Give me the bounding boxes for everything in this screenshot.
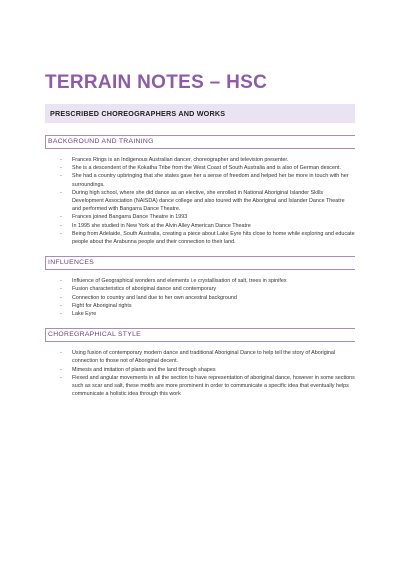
list-item: - Flexed and angular movements in all the section to have representation of aboriginal dance, however in some sections such as scar and salt, these motifs are more prominent in order to communicate a specific idea that eventually helps communicate a holistic idea through this work: [60, 374, 355, 399]
document-title: TERRAIN NOTES – HSC: [45, 72, 268, 93]
list-item: - Frances Rings is an Indigenous Australian dancer, choreographer and television presenter.: [60, 156, 355, 164]
list-item: - Connection to country and land due to her own ancestral background: [60, 294, 355, 302]
section: [45, 135, 355, 246]
list-item: - During high school, where she did dance as an elective, she enrolled in National Aboriginal Islander Skills Development Association (NAISDA) dance college and also toured with the Aboriginal and Islander Dance Theatre and performed with Bangarra Dance Theatre.: [60, 189, 355, 214]
prescribed-banner: PRESCRIBED CHOREOGRAPHERS AND WORKS: [45, 104, 355, 123]
list-item: - Being from Adelaide, South Australia, creating a piece about Lake Eyre hits close to home while exploring and educate people about the Arabunna people and their connection to their land.: [60, 230, 355, 246]
section: [45, 256, 355, 318]
list-item: - Mimesis and imitation of plants and the land through shapes: [60, 366, 355, 374]
list-item: - Fight for Aboriginal rights: [60, 302, 355, 310]
section: [45, 328, 355, 398]
bullet-list: [45, 349, 355, 398]
list-item: - Frances joined Bangarra Dance Theatre in 1993: [60, 213, 355, 221]
section-heading: BACKGROUND AND TRAINING: [45, 135, 355, 149]
list-item: - Using fusion of contemporary modern dance and traditional Aboriginal Dance to help tell the story of Aboriginal connection to those not of Aboriginal decent.: [60, 349, 355, 365]
list-item: - She had a country upbringing that she states gave her a sense of freedom and helped her be more in touch with her surroundings.: [60, 172, 355, 188]
section-heading: CHOREGRAPHICAL STYLE: [45, 328, 355, 342]
section-heading: INFLUENCES: [45, 256, 355, 270]
sections-container: [45, 135, 355, 398]
list-item: - Fusion characteristics of aboriginal dance and contemporary: [60, 285, 355, 293]
bullet-list: [45, 277, 355, 318]
bullet-list: [45, 156, 355, 246]
list-item: - Lake Eyre: [60, 310, 355, 318]
list-item: - In 1995 she studied in New York at the Alvin Alley American Dance Theatre: [60, 222, 355, 230]
list-item: - She is a descendent of the Kokatha Tribe from the West Coast of South Australia and is also of German descent.: [60, 164, 355, 172]
list-item: - Influence of Geographical wonders and elements i.e crystallisation of salt, trees in spinifex: [60, 277, 355, 285]
